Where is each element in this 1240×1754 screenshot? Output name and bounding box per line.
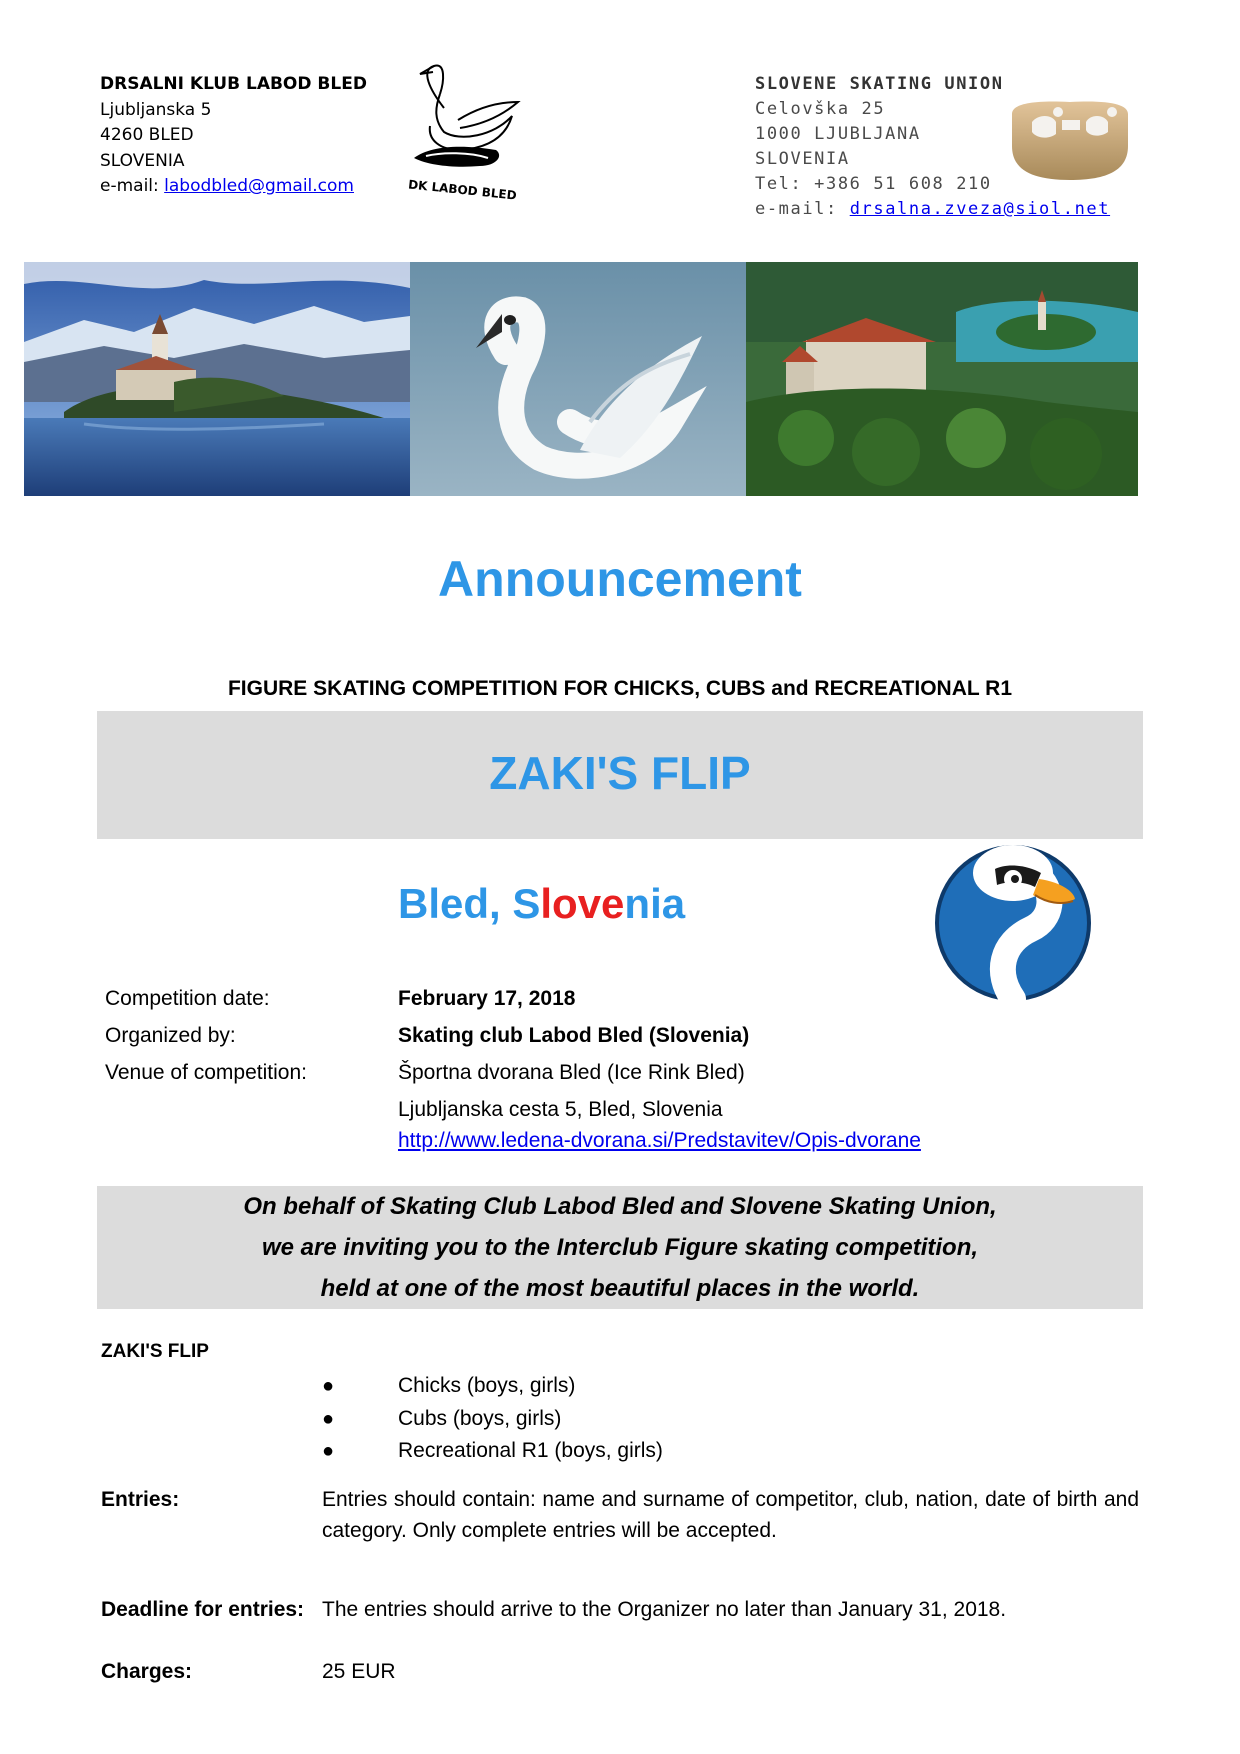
charges-section bbox=[101, 1656, 1139, 1687]
union-logo bbox=[1008, 100, 1133, 182]
list-item bbox=[320, 1435, 663, 1468]
entries-text: Entries should contain: name and surname of competitor, club, nation, date of birth and category. Only complete entries will be accepted. bbox=[322, 1488, 1139, 1542]
deadline-section bbox=[101, 1594, 1139, 1625]
club-street: Ljubljanska 5 bbox=[100, 99, 212, 120]
club-address bbox=[100, 72, 367, 200]
bullet-icon: ● bbox=[322, 1407, 335, 1430]
detail-row bbox=[105, 1054, 921, 1091]
event-location bbox=[398, 880, 685, 928]
club-email-row bbox=[100, 174, 367, 200]
page-title: Announcement bbox=[438, 551, 802, 607]
venue-url-row bbox=[105, 1128, 921, 1154]
competition-subtitle: FIGURE SKATING COMPETITION FOR CHICKS, CUBS and RECREATIONAL R1 bbox=[227, 677, 1013, 700]
invitation-line: On behalf of Skating Club Labod Bled and Slovene Skating Union, bbox=[243, 1193, 997, 1220]
photo-strip bbox=[24, 262, 1138, 496]
union-country: SLOVENIA bbox=[755, 149, 850, 169]
details-list bbox=[105, 980, 921, 1154]
union-city: 1000 LJUBLJANA bbox=[755, 124, 921, 144]
swan-mascot bbox=[935, 833, 1091, 1005]
union-email-link[interactable]: drsalna.zveza@siol.net bbox=[849, 199, 1111, 219]
list-item bbox=[320, 1403, 663, 1436]
club-country: SLOVENIA bbox=[100, 150, 185, 171]
detail-label: Competition date: bbox=[105, 987, 270, 1010]
category-label: Chicks (boys, girls) bbox=[398, 1374, 576, 1397]
white-swan-photo bbox=[410, 262, 746, 496]
detail-row bbox=[105, 980, 921, 1017]
bled-castle-photo bbox=[746, 262, 1138, 496]
detail-row bbox=[105, 1017, 921, 1054]
categories-heading: ZAKI'S FLIP bbox=[101, 1341, 209, 1362]
location-part-3: nia bbox=[624, 880, 686, 927]
location-part-1: Bled, S bbox=[398, 880, 541, 927]
list-item bbox=[320, 1370, 663, 1403]
categories-list bbox=[320, 1370, 663, 1468]
category-label: Cubs (boys, girls) bbox=[398, 1406, 562, 1430]
detail-label: Venue of competition: bbox=[105, 1061, 307, 1084]
club-email-label: e-mail: bbox=[100, 176, 159, 196]
invitation-line: held at one of the most beautiful places in the world. bbox=[320, 1275, 920, 1302]
swan-logo bbox=[400, 62, 525, 212]
deadline-text: The entries should arrive to the Organizer no later than January 31, 2018. bbox=[322, 1598, 1007, 1621]
union-name: SLOVENE SKATING UNION bbox=[755, 74, 1004, 94]
bullet-icon: ● bbox=[322, 1375, 335, 1397]
entries-label: Entries: bbox=[101, 1488, 180, 1511]
union-email-label: e-mail: bbox=[755, 199, 838, 219]
deadline-label: Deadline for entries: bbox=[101, 1598, 305, 1621]
bullet-icon: ● bbox=[322, 1440, 335, 1462]
logo-text: DK LABOD BLED bbox=[407, 177, 518, 203]
club-city: 4260 BLED bbox=[100, 125, 194, 145]
detail-value: Športna dvorana Bled (Ice Rink Bled) bbox=[398, 1061, 745, 1084]
charges-label: Charges: bbox=[101, 1660, 193, 1683]
club-name: DRSALNI KLUB LABOD BLED bbox=[100, 74, 367, 94]
event-name: ZAKI'S FLIP bbox=[489, 747, 751, 799]
detail-value: February 17, 2018 bbox=[398, 987, 576, 1010]
union-street: Celovška 25 bbox=[755, 99, 886, 119]
venue-address: Ljubljanska cesta 5, Bled, Slovenia bbox=[398, 1098, 723, 1121]
invitation-line: we are inviting you to the Interclub Figure skating competition, bbox=[261, 1234, 979, 1261]
club-email-link[interactable]: labodbled@gmail.com bbox=[164, 176, 354, 196]
entries-section bbox=[101, 1484, 1139, 1546]
union-email-row bbox=[755, 197, 1110, 222]
charges-text: 25 EUR bbox=[322, 1660, 396, 1683]
lake-bled-church-photo bbox=[24, 262, 410, 496]
detail-value: Skating club Labod Bled (Slovenia) bbox=[398, 1024, 750, 1047]
location-part-2: love bbox=[540, 880, 625, 927]
union-tel: Tel: +386 51 608 210 bbox=[755, 174, 992, 194]
venue-url-link[interactable]: http://www.ledena-dvorana.si/Predstavitev/Opis-dvorane bbox=[398, 1129, 921, 1152]
detail-label: Organized by: bbox=[105, 1024, 236, 1047]
category-label: Recreational R1 (boys, girls) bbox=[398, 1439, 663, 1462]
invitation-text bbox=[97, 1186, 1143, 1309]
venue-address-row bbox=[105, 1091, 921, 1128]
